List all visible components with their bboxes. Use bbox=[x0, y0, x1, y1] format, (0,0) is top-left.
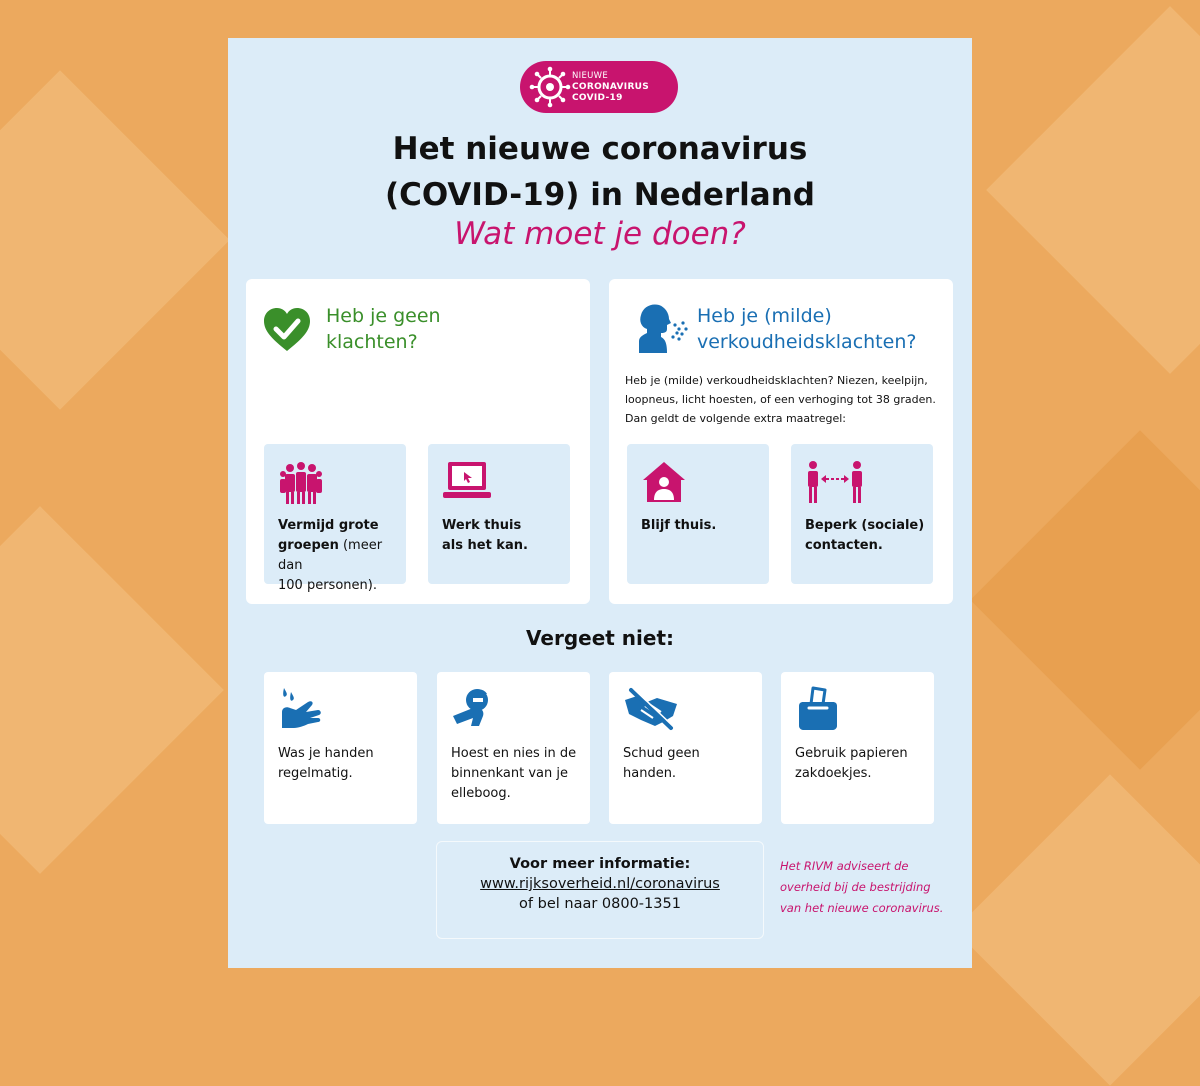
card-paper-tissues bbox=[781, 672, 934, 824]
card-cough-elbow bbox=[437, 672, 590, 824]
panel-no-symptoms bbox=[246, 279, 590, 604]
card-text bbox=[623, 744, 755, 784]
tile-bold: contacten. bbox=[805, 538, 883, 553]
tile-avoid-groups bbox=[264, 444, 406, 593]
heading-line1: Heb je geen bbox=[326, 305, 441, 327]
symptoms-description bbox=[625, 371, 945, 428]
card-line: Hoest en nies in de bbox=[451, 746, 577, 761]
background-shape bbox=[970, 430, 1200, 769]
tile-text bbox=[442, 516, 570, 556]
desc-line3: Dan geldt de volgende extra maatregel: bbox=[625, 412, 847, 425]
info-url-link[interactable]: www.rijksoverheid.nl/coronavirus bbox=[480, 876, 720, 892]
background-shape bbox=[0, 70, 230, 409]
rivm-line: overheid bij de bestrijding bbox=[780, 880, 931, 894]
heading-line2: verkoudheidsklachten? bbox=[697, 331, 917, 353]
title-line2: (COVID-19) in Nederland bbox=[384, 177, 815, 213]
card-line: Schud geen handen. bbox=[623, 746, 700, 781]
background-shape bbox=[954, 774, 1200, 1085]
background-shape bbox=[986, 6, 1200, 374]
page-subtitle: Wat moet je doen? bbox=[454, 216, 746, 252]
card-text bbox=[278, 744, 410, 784]
background-shape bbox=[0, 506, 224, 874]
tile-rest: (meer dan bbox=[278, 538, 383, 573]
rivm-line: van het nieuwe coronavirus. bbox=[780, 901, 944, 915]
panel-mild-symptoms bbox=[609, 279, 953, 604]
card-line: binnenkant van je bbox=[451, 766, 568, 781]
badge-text bbox=[572, 71, 649, 104]
tile-text bbox=[641, 516, 769, 536]
house-icon bbox=[641, 460, 687, 506]
poster bbox=[228, 38, 972, 968]
badge-line3: COVID-19 bbox=[572, 93, 623, 103]
sneezing-person-icon bbox=[633, 303, 689, 355]
info-title: Voor meer informatie: bbox=[509, 856, 691, 872]
panel-heading-no-symptoms bbox=[326, 303, 441, 355]
section-heading-dont-forget: Vergeet niet: bbox=[526, 626, 674, 650]
laptop-icon bbox=[442, 460, 492, 504]
tile-limit-contacts bbox=[791, 444, 933, 584]
tissue-box-icon bbox=[795, 686, 841, 732]
tile-text bbox=[278, 516, 406, 596]
tile-bold: Beperk (sociale) bbox=[805, 518, 925, 533]
panel-heading-mild-symptoms bbox=[697, 303, 916, 355]
handwash-icon bbox=[278, 686, 324, 732]
desc-line1: Heb je (milde) verkoudheidsklachten? Niezen, keelpijn, bbox=[625, 374, 928, 387]
tile-stay-home bbox=[627, 444, 769, 584]
card-line: regelmatig. bbox=[278, 766, 353, 781]
group-icon bbox=[278, 460, 324, 506]
card-line: Was je handen bbox=[278, 746, 374, 761]
heading-line1: Heb je (milde) bbox=[697, 305, 832, 327]
desc-line2: loopneus, licht hoesten, of een verhoging tot 38 graden. bbox=[625, 393, 936, 406]
tile-bold: Werk thuis bbox=[442, 518, 522, 533]
card-line: zakdoekjes. bbox=[795, 766, 872, 781]
rivm-line: Het RIVM adviseert de bbox=[780, 859, 909, 873]
card-wash-hands bbox=[264, 672, 417, 824]
tile-bold: Blijf thuis. bbox=[641, 518, 717, 533]
rivm-note bbox=[780, 856, 950, 919]
covid-badge bbox=[520, 61, 678, 113]
title-line1: Het nieuwe coronavirus bbox=[392, 131, 808, 167]
heart-check-icon bbox=[262, 307, 312, 353]
card-line: elleboog. bbox=[451, 786, 511, 801]
tile-bold: als het kan. bbox=[442, 538, 528, 553]
no-handshake-icon bbox=[623, 686, 679, 732]
heading-line2: klachten? bbox=[326, 331, 418, 353]
badge-line1: NIEUWE bbox=[572, 71, 609, 81]
virus-icon bbox=[528, 65, 572, 109]
card-text bbox=[795, 744, 927, 784]
elbow-cough-icon bbox=[451, 686, 497, 732]
distance-icon bbox=[805, 460, 865, 506]
info-box bbox=[436, 841, 764, 939]
tile-bold: Vermijd grote bbox=[278, 518, 379, 533]
badge-line2: CORONAVIRUS bbox=[572, 82, 650, 92]
tile-rest: 100 personen). bbox=[278, 578, 377, 593]
info-phone: of bel naar 0800-1351 bbox=[519, 896, 681, 912]
card-line: Gebruik papieren bbox=[795, 746, 908, 761]
tile-work-home bbox=[428, 444, 570, 584]
card-text bbox=[451, 744, 583, 804]
card-no-handshake bbox=[609, 672, 762, 824]
tile-text bbox=[805, 516, 933, 556]
page-title bbox=[228, 126, 972, 218]
tile-bold: groepen bbox=[278, 538, 339, 553]
